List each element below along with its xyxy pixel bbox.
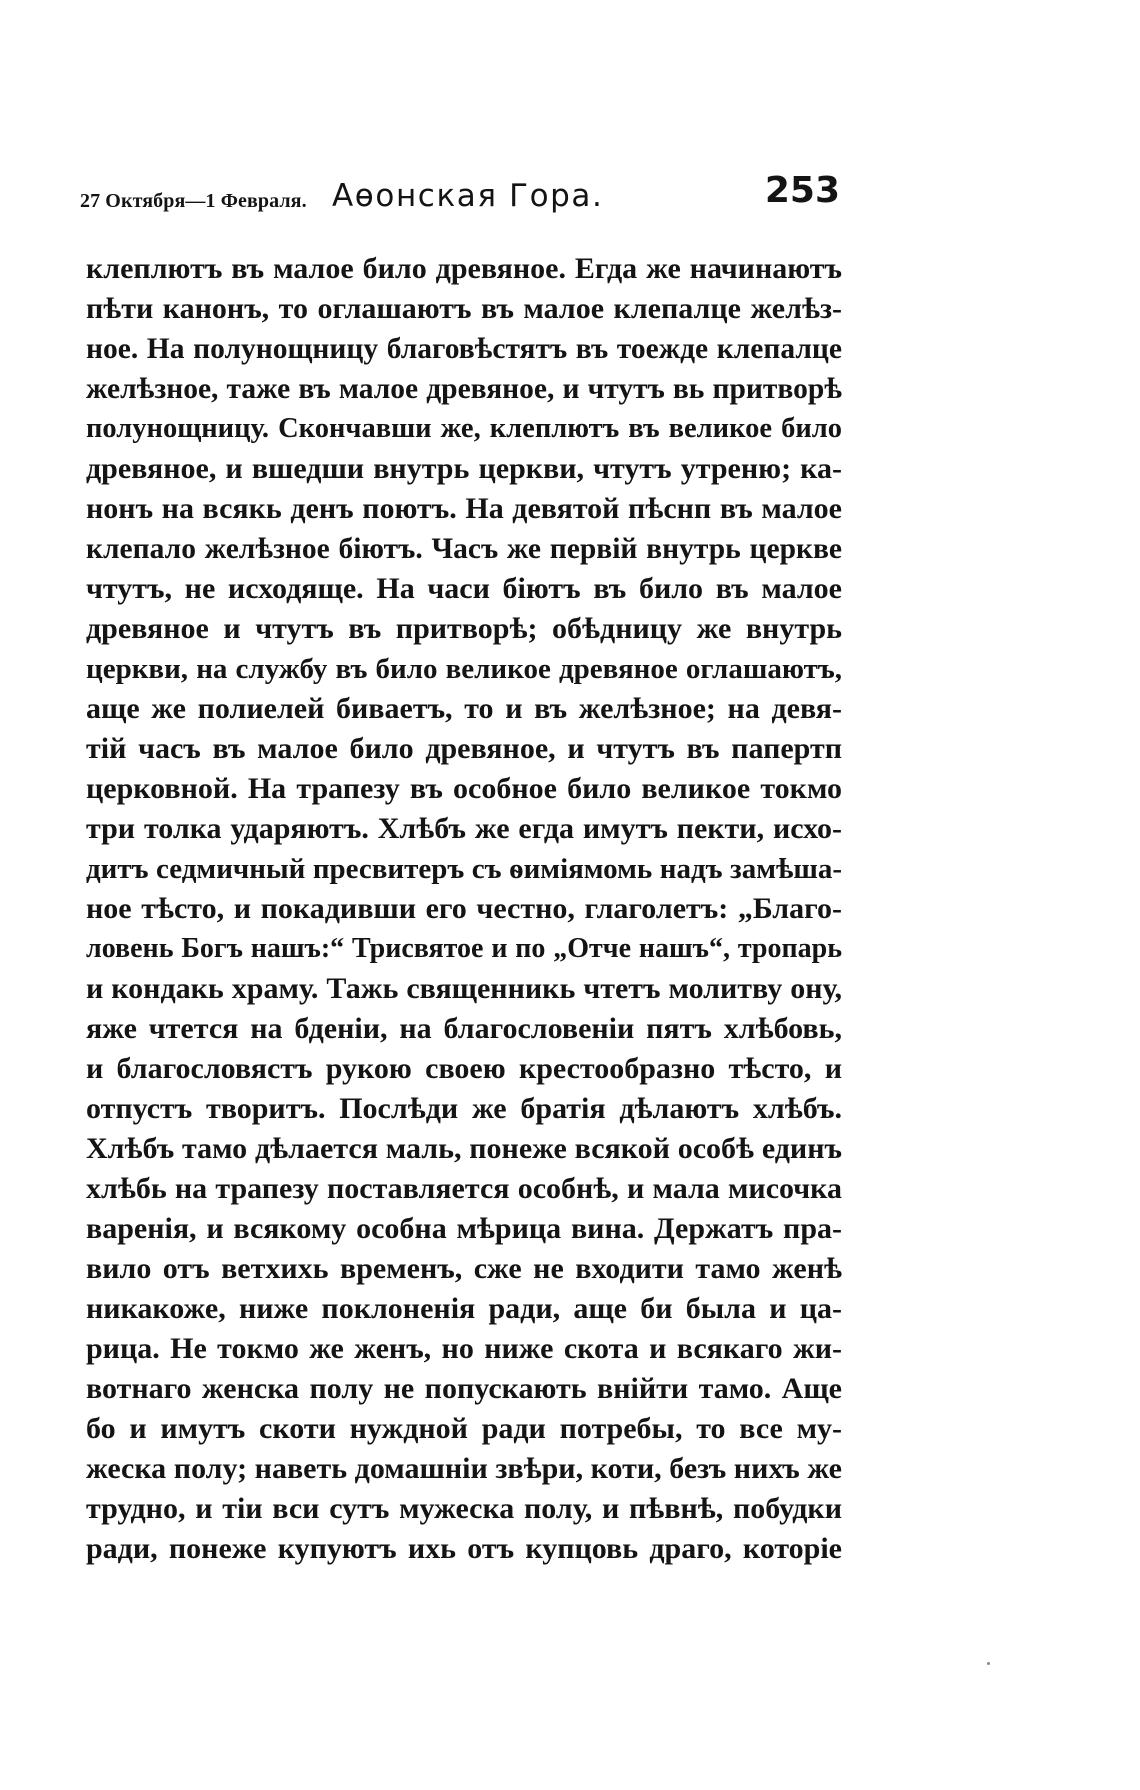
running-head <box>80 166 840 216</box>
text-line: бо и имутъ скоти нуждной ради потребы, то все му- <box>86 1412 842 1445</box>
text-line: ное. На полунощницу благовѣстятъ въ тоежде клепалце <box>86 333 842 365</box>
text-line: древяное, и вшедши внутрь церкви, чтутъ утреню; ка- <box>86 452 842 485</box>
text-line: клеплютъ въ малое било древяное. Егда же начинаютъ <box>86 252 842 285</box>
text-line: вило отъ ветхихь временъ, сже не входити тамо женѣ <box>86 1252 842 1285</box>
text-line: Хлѣбъ тамо дѣлается маль, понеже всякой особѣ единъ <box>86 1132 842 1165</box>
text-line: ловень Богъ нашъ:“ Трисвятое и по „Отче нашъ“, тропарь <box>86 933 842 964</box>
text-line: чтутъ, не исходяще. На часи біютъ въ било въ малое <box>86 572 842 605</box>
text-line: нонъ на всякь денъ поютъ. На девятой пѣснп въ малое <box>86 492 842 525</box>
text-line: пѣти канонъ, то оглашаютъ въ малое клепалце желѣз- <box>86 292 842 325</box>
text-line: и кондакь храму. Тажь священникь чтетъ молитву ону, <box>86 972 842 1005</box>
text-line: варенія, и всякому особна мѣрица вина. Держатъ пра- <box>86 1212 842 1245</box>
text-line: церковной. На трапезу въ особное било великое токмо <box>86 772 842 805</box>
text-line: полунощницу. Скончавши же, клеплютъ въ великое било <box>86 413 842 444</box>
text-line: ное тѣсто, и покадивши его честно, глаголетъ: „Благо- <box>86 892 842 925</box>
text-line: отпустъ творитъ. Послѣди же братія дѣлаютъ хлѣбъ. <box>86 1092 842 1125</box>
text-line: и благословястъ рукою своею крестообразно тѣсто, и <box>86 1052 842 1085</box>
header-date-range: 27 Октября—1 Февраля. <box>80 190 307 212</box>
text-line: древяное и чтутъ въ притворѣ; обѣдницу же внутрь <box>86 612 842 645</box>
paper-speck <box>987 1662 990 1665</box>
text-line: рица. Не токмо же женъ, но ниже скота и всякаго жи- <box>86 1332 842 1365</box>
text-line: жеска полу; наветь домашніи звѣри, коти, безъ нихъ же <box>86 1452 842 1485</box>
text-line: клепало желѣзное біютъ. Часъ же первій внутрь церкве <box>86 533 842 565</box>
text-line: вотнаго женска полу не попускають внійти тамо. Аще <box>86 1372 842 1405</box>
text-line: никакоже, ниже поклоненія ради, аще би была и ца- <box>86 1292 842 1325</box>
header-title: Аѳонская Гора. <box>332 178 604 214</box>
text-line: яже чтется на бденіи, на благословеніи пятъ хлѣбовь, <box>86 1012 842 1045</box>
text-line: ради, понеже купуютъ ихь отъ купцовь драго, которіе <box>86 1532 842 1565</box>
text-line: дитъ седмичный пресвитеръ съ ѳиміямомь надъ замѣша- <box>86 853 842 885</box>
text-line: аще же полиелей биваетъ, то и въ желѣзное; на девя- <box>86 692 842 725</box>
page-number: 253 <box>764 170 840 211</box>
text-line: хлѣбь на трапезу поставляется особнѣ, и мала мисочка <box>86 1172 842 1205</box>
text-line: трудно, и тіи вси сутъ мужеска полу, и пѣвнѣ, побудки <box>86 1492 842 1525</box>
text-line: три толка ударяютъ. Хлѣбъ же егда имутъ пекти, исхо- <box>86 812 842 845</box>
text-line: церкви, на службу въ било великое древяное оглашаютъ, <box>86 653 842 685</box>
text-line: желѣзное, таже въ малое древяное, и чтутъ вь притворѣ <box>86 373 842 405</box>
body-text <box>86 249 842 1569</box>
text-line: тій часъ въ малое било древяное, и чтутъ въ папертп <box>86 732 842 765</box>
